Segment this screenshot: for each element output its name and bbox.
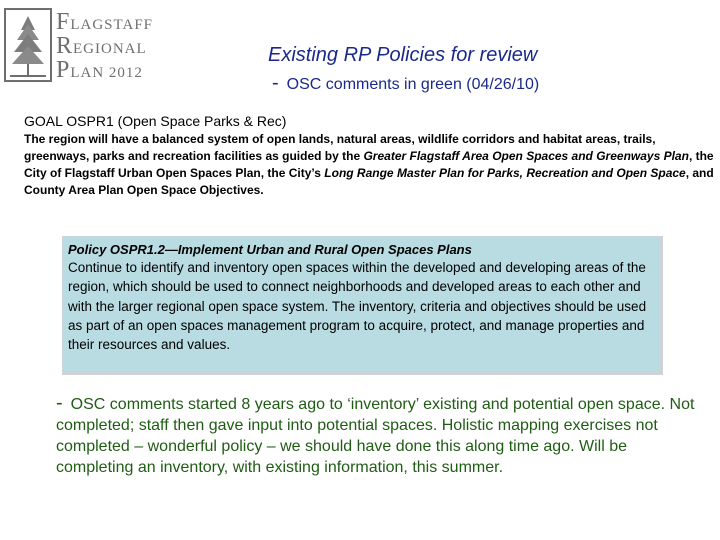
comment-dash: - (56, 392, 63, 414)
page-title: Existing RP Policies for review (268, 44, 538, 66)
policy-box (62, 236, 663, 375)
policy-title: Policy OSPR1.2—Implement Urban and Rural Open Spaces Plans (68, 242, 472, 257)
subtitle-text: OSC comments in green (04/26/10) (286, 76, 540, 93)
logo-wordmark (56, 10, 153, 82)
logo-line-2: REGIONAL (56, 33, 147, 59)
osc-comment (56, 393, 696, 478)
flagstaff-regional-plan-logo (4, 8, 174, 88)
greenways-plan-title: Greater Flagstaff Area Open Spaces and Greenways Plan (363, 149, 689, 163)
policy-body: Continue to identify and inventory open spaces within the developed and developing areas of the region, which should be used to connect neighborhoods and developed areas to each other and with the larger regional open space system. The inventory, criteria and objectives should be used as part of an open spaces management program to acquire, protect, and manage properties and their resources and values. (68, 260, 647, 353)
goal-heading: GOAL OSPR1 (Open Space Parks & Rec) (24, 113, 287, 129)
master-plan-title: Long Range Master Plan for Parks, Recreation and Open Space (324, 166, 686, 180)
osc-comment-text: OSC comments started 8 years ago to ‘inventory’ existing and potential open space. Not completed; staff then gave input into potential spaces. Holistic mapping exercises not completed – wonderful policy – we should have done this along time ago. Will be completing an inventory, with existing information, this summer. (56, 396, 695, 476)
logo-line-1: FLAGSTAFF (56, 9, 154, 35)
page-subtitle (272, 72, 539, 95)
tree-icon (4, 8, 52, 82)
goal-body: The region will have a balanced system of open lands, natural areas, wildlife corridors and habitat areas, trails, greenways, parks and recreation facilities as guided by the Greater Flagstaff Area Open Spaces and Greenways Plan, the City of Flagstaff Urban Open Spaces Plan, the City’s Long Range Master Plan for Parks, Recreation and Open Space, and County Area Plan Open Space Objectives. (24, 132, 714, 197)
subtitle-dash: - (272, 72, 279, 94)
logo-line-3: PLAN 2012 (56, 57, 143, 83)
